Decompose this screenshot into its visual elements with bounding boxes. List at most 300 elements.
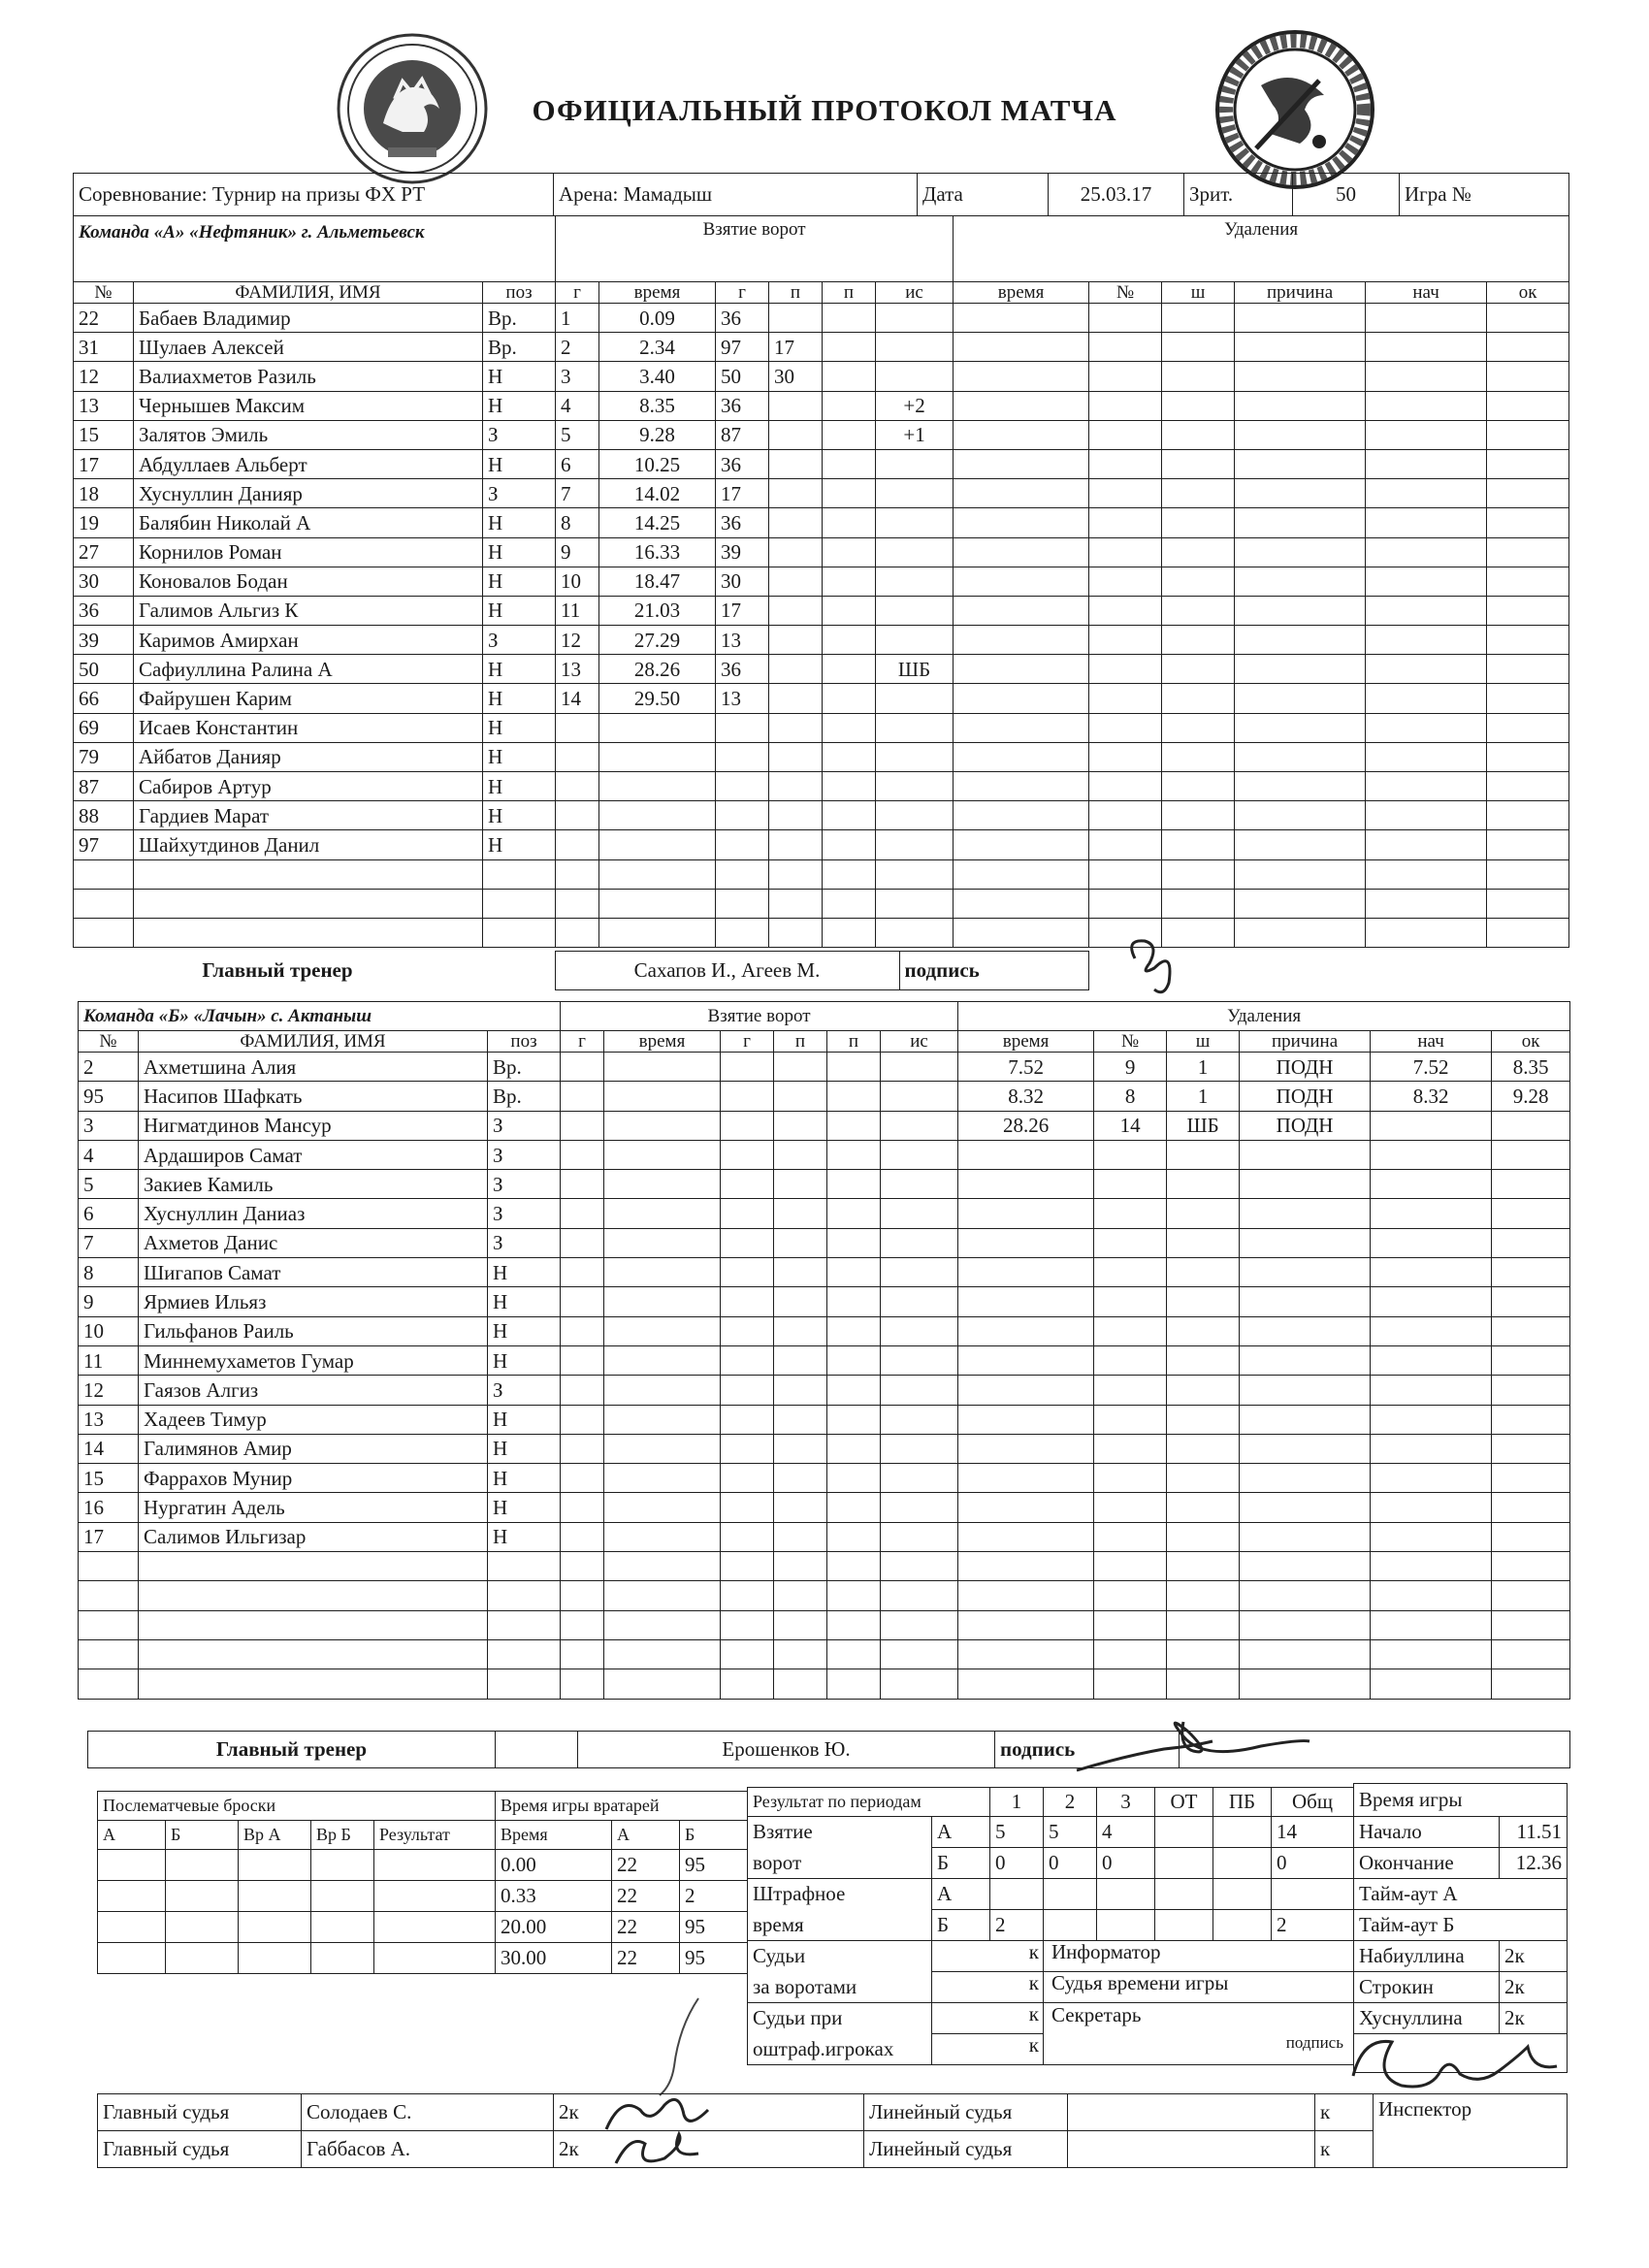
player-position bbox=[488, 1669, 561, 1699]
player-position bbox=[483, 918, 556, 947]
goal-assist-2 bbox=[823, 626, 876, 655]
player-name: Балябин Николай А bbox=[134, 508, 483, 537]
col-pen-end: ок bbox=[1492, 1031, 1570, 1053]
goalkeeper-time-title: Время игры вратарей bbox=[496, 1792, 748, 1821]
goal-assist-2 bbox=[827, 1111, 881, 1140]
goal-scorer bbox=[721, 1053, 774, 1082]
penalty-time bbox=[954, 713, 1089, 742]
player-name bbox=[139, 1552, 488, 1581]
penalty-minutes bbox=[1167, 1493, 1240, 1522]
linesman-2-k: к bbox=[1315, 2131, 1374, 2168]
player-name: Салимов Ильгизар bbox=[139, 1522, 488, 1551]
goal-situation bbox=[881, 1552, 958, 1581]
player-name: Закиев Камиль bbox=[139, 1170, 488, 1199]
linesman-1-label: Линейный судья bbox=[864, 2094, 1068, 2131]
penalty-player-number bbox=[1089, 567, 1162, 596]
penalty-time bbox=[958, 1434, 1094, 1463]
penalty-reason bbox=[1235, 362, 1366, 391]
player-name: Бабаев Владимир bbox=[134, 304, 483, 333]
player-number: 10 bbox=[79, 1316, 139, 1345]
penalty-time bbox=[954, 859, 1089, 889]
team-a-goals-title: Взятие ворот bbox=[556, 216, 954, 282]
player-name bbox=[139, 1639, 488, 1669]
goal-time bbox=[604, 1405, 721, 1434]
shootout-cell bbox=[374, 1943, 496, 1974]
player-number: 31 bbox=[74, 333, 134, 362]
goal-time bbox=[604, 1434, 721, 1463]
penalty-minutes bbox=[1167, 1316, 1240, 1345]
goal-situation bbox=[881, 1669, 958, 1699]
goal-scorer: 36 bbox=[716, 391, 769, 420]
penalty-judges-label-2: оштраф.игроках bbox=[753, 2036, 894, 2060]
player-name: Абдуллаев Альберт bbox=[134, 449, 483, 478]
penalty-time bbox=[954, 479, 1089, 508]
goal-situation bbox=[876, 684, 954, 713]
goal-assist-2 bbox=[823, 391, 876, 420]
goal-scorer bbox=[716, 772, 769, 801]
goal-scorer: 17 bbox=[716, 596, 769, 625]
team-b-row bbox=[79, 1053, 1570, 1082]
player-number: 66 bbox=[74, 684, 134, 713]
goal-time bbox=[599, 830, 716, 859]
penalty-time bbox=[958, 1376, 1094, 1405]
head-referee-1-name: Солодаев С. bbox=[302, 2094, 554, 2131]
penalty-end bbox=[1492, 1581, 1570, 1610]
penalty-end: 8.35 bbox=[1492, 1053, 1570, 1082]
player-number: 39 bbox=[74, 626, 134, 655]
pim-b-pb bbox=[1213, 1910, 1272, 1941]
pim-b-period-3 bbox=[1097, 1910, 1155, 1941]
goal-assist-2 bbox=[827, 1464, 881, 1493]
player-number: 11 bbox=[79, 1345, 139, 1375]
goal-time bbox=[604, 1345, 721, 1375]
goal-time bbox=[599, 772, 716, 801]
goal-assist-1 bbox=[774, 1111, 827, 1140]
penalty-minutes bbox=[1162, 626, 1235, 655]
penalty-player-number bbox=[1089, 508, 1162, 537]
goal-number: 14 bbox=[556, 684, 599, 713]
goal-situation bbox=[876, 801, 954, 830]
goal-assist-2 bbox=[823, 420, 876, 449]
player-name: Исаев Константин bbox=[134, 713, 483, 742]
col-pen-start: нач bbox=[1366, 282, 1487, 304]
goal-situation bbox=[881, 1493, 958, 1522]
player-position: Н bbox=[483, 362, 556, 391]
penalty-time bbox=[958, 1140, 1094, 1169]
player-position: Н bbox=[483, 508, 556, 537]
goal-number bbox=[561, 1199, 604, 1228]
penalty-end bbox=[1492, 1376, 1570, 1405]
shootout-col-header: Вр А bbox=[239, 1821, 311, 1850]
penalty-end bbox=[1492, 1258, 1570, 1287]
secretary-category: 2к bbox=[1500, 2003, 1568, 2034]
penalty-end bbox=[1487, 596, 1569, 625]
penalty-reason bbox=[1235, 508, 1366, 537]
goal-situation bbox=[876, 449, 954, 478]
player-number bbox=[79, 1581, 139, 1610]
team-b-row bbox=[79, 1316, 1570, 1345]
penalty-time bbox=[958, 1522, 1094, 1551]
penalty-reason bbox=[1240, 1434, 1371, 1463]
goal-time bbox=[604, 1199, 721, 1228]
player-number: 15 bbox=[79, 1464, 139, 1493]
goal-assist-1 bbox=[774, 1082, 827, 1111]
team-a-row bbox=[74, 655, 1569, 684]
penalty-judge-2-k: к bbox=[1028, 2033, 1039, 2057]
penalty-minutes bbox=[1167, 1610, 1240, 1639]
penalty-start bbox=[1371, 1258, 1492, 1287]
goal-time: 14.02 bbox=[599, 479, 716, 508]
col-pen-time: время bbox=[958, 1031, 1094, 1053]
player-name: Гаязов Алгиз bbox=[139, 1376, 488, 1405]
goal-assist-1 bbox=[769, 420, 823, 449]
player-number bbox=[74, 918, 134, 947]
goal-time bbox=[604, 1493, 721, 1522]
goal-number bbox=[561, 1140, 604, 1169]
timekeeper-category: 2к bbox=[1500, 1972, 1568, 2003]
penalty-start bbox=[1371, 1170, 1492, 1199]
player-position: З bbox=[488, 1199, 561, 1228]
shootout-cell bbox=[311, 1881, 374, 1912]
penalty-time bbox=[954, 830, 1089, 859]
spectators-value: 50 bbox=[1293, 174, 1400, 216]
goal-scorer bbox=[721, 1316, 774, 1345]
informator-label: Информатор bbox=[1044, 1941, 1353, 1972]
goal-situation bbox=[881, 1464, 958, 1493]
timekeeper-label: Судья времени игры bbox=[1051, 1971, 1229, 1994]
penalty-time bbox=[958, 1669, 1094, 1699]
goal-assist-1 bbox=[769, 859, 823, 889]
penalty-end bbox=[1492, 1140, 1570, 1169]
penalty-start bbox=[1371, 1405, 1492, 1434]
penalty-end bbox=[1492, 1287, 1570, 1316]
shootout-col-header: А bbox=[98, 1821, 166, 1850]
player-number bbox=[79, 1610, 139, 1639]
penalty-time bbox=[958, 1464, 1094, 1493]
periods-title: Результат по периодам bbox=[748, 1788, 990, 1817]
goal-assist-1 bbox=[769, 567, 823, 596]
penalty-end bbox=[1492, 1434, 1570, 1463]
shootout-cell bbox=[374, 1881, 496, 1912]
player-name: Ахметшина Алия bbox=[139, 1053, 488, 1082]
goal-time bbox=[604, 1522, 721, 1551]
head-referee-2-category: 2к bbox=[554, 2131, 864, 2168]
page-title: ОФИЦИАЛЬНЫЙ ПРОТОКОЛ МАТЧА bbox=[532, 93, 1117, 127]
penalty-start bbox=[1366, 889, 1487, 918]
goal-judge-1-k: к bbox=[932, 1941, 1043, 1972]
goal-scorer bbox=[716, 859, 769, 889]
team-b-row bbox=[79, 1345, 1570, 1375]
team-a-row bbox=[74, 333, 1569, 362]
pim-label-2: время bbox=[753, 1912, 804, 1936]
penalty-start bbox=[1371, 1376, 1492, 1405]
period-results-table bbox=[747, 1787, 1354, 2065]
goal-number bbox=[561, 1464, 604, 1493]
date-value: 25.03.17 bbox=[1049, 174, 1184, 216]
goals-b-period-3: 0 bbox=[1097, 1848, 1155, 1879]
referees-table bbox=[97, 2093, 1568, 2168]
penalty-time bbox=[958, 1170, 1094, 1199]
player-position bbox=[483, 889, 556, 918]
player-position: Н bbox=[488, 1287, 561, 1316]
shootout-col-header: Б bbox=[166, 1821, 239, 1850]
penalty-start bbox=[1366, 537, 1487, 567]
goal-number bbox=[556, 801, 599, 830]
player-name: Хуснуллин Даниаз bbox=[139, 1199, 488, 1228]
goal-situation bbox=[876, 742, 954, 771]
team-b-row bbox=[79, 1405, 1570, 1434]
penalty-time bbox=[958, 1345, 1094, 1375]
goal-situation: ШБ bbox=[876, 655, 954, 684]
penalty-reason bbox=[1235, 684, 1366, 713]
goal-number bbox=[556, 742, 599, 771]
goal-time bbox=[604, 1170, 721, 1199]
col-pen-time: время bbox=[954, 282, 1089, 304]
match-info-table bbox=[73, 173, 1569, 216]
pim-a-ot bbox=[1155, 1879, 1213, 1910]
penalty-minutes bbox=[1162, 801, 1235, 830]
goal-assist-1 bbox=[774, 1345, 827, 1375]
goal-time bbox=[599, 713, 716, 742]
penalty-end bbox=[1487, 567, 1569, 596]
col-no: № bbox=[74, 282, 134, 304]
goal-number bbox=[556, 830, 599, 859]
col-no: № bbox=[79, 1031, 139, 1053]
penalty-start bbox=[1366, 420, 1487, 449]
penalty-reason bbox=[1240, 1610, 1371, 1639]
goal-number bbox=[561, 1639, 604, 1669]
penalty-reason bbox=[1235, 801, 1366, 830]
game-time-table bbox=[1353, 1783, 1568, 2073]
goal-scorer bbox=[721, 1405, 774, 1434]
goal-time bbox=[604, 1140, 721, 1169]
penalty-reason bbox=[1235, 889, 1366, 918]
penalty-minutes bbox=[1167, 1434, 1240, 1463]
goal-number bbox=[561, 1287, 604, 1316]
player-name: Шулаев Алексей bbox=[134, 333, 483, 362]
end-value: 12.36 bbox=[1500, 1848, 1568, 1879]
penalty-end bbox=[1492, 1199, 1570, 1228]
team-a-row bbox=[74, 420, 1569, 449]
head-referee-1-label: Главный судья bbox=[98, 2094, 302, 2131]
goal-scorer: 17 bbox=[716, 479, 769, 508]
goal-scorer: 97 bbox=[716, 333, 769, 362]
team-a-coach-label: Главный тренер bbox=[202, 958, 353, 983]
goal-scorer bbox=[721, 1552, 774, 1581]
penalty-time bbox=[954, 918, 1089, 947]
penalty-end bbox=[1492, 1405, 1570, 1434]
penalty-player-number bbox=[1089, 859, 1162, 889]
goal-assist-2 bbox=[827, 1287, 881, 1316]
team-b-row bbox=[79, 1639, 1570, 1669]
penalty-minutes bbox=[1167, 1464, 1240, 1493]
penalty-start bbox=[1371, 1199, 1492, 1228]
penalty-player-number bbox=[1094, 1581, 1167, 1610]
player-number: 12 bbox=[74, 362, 134, 391]
goal-assist-1 bbox=[774, 1581, 827, 1610]
penalty-minutes bbox=[1162, 742, 1235, 771]
goal-time bbox=[599, 742, 716, 771]
player-position: З bbox=[488, 1228, 561, 1257]
player-number: 5 bbox=[79, 1170, 139, 1199]
gk-team-b: 2 bbox=[680, 1881, 748, 1912]
goal-situation bbox=[881, 1111, 958, 1140]
col-assist-2: п bbox=[823, 282, 876, 304]
goal-assist-2 bbox=[823, 830, 876, 859]
player-position bbox=[488, 1639, 561, 1669]
player-name: Корнилов Роман bbox=[134, 537, 483, 567]
penalty-minutes bbox=[1167, 1522, 1240, 1551]
player-name: Валиахметов Разиль bbox=[134, 362, 483, 391]
timekeeper-name: Строкин bbox=[1354, 1972, 1500, 2003]
goal-situation: +2 bbox=[876, 391, 954, 420]
penalty-start bbox=[1366, 772, 1487, 801]
goal-scorer bbox=[716, 742, 769, 771]
player-number bbox=[79, 1639, 139, 1669]
goal-number: 3 bbox=[556, 362, 599, 391]
goal-assist-1 bbox=[774, 1669, 827, 1699]
penalty-reason: ПОДН bbox=[1240, 1082, 1371, 1111]
goal-situation: +1 bbox=[876, 420, 954, 449]
penalty-minutes bbox=[1167, 1140, 1240, 1169]
player-name: Шигапов Самат bbox=[139, 1258, 488, 1287]
penalty-player-number bbox=[1089, 801, 1162, 830]
gk-team-a: 22 bbox=[612, 1912, 680, 1943]
penalty-time bbox=[954, 537, 1089, 567]
penalty-minutes bbox=[1167, 1258, 1240, 1287]
shootout-cell bbox=[166, 1943, 239, 1974]
penalty-end bbox=[1492, 1552, 1570, 1581]
goal-number bbox=[561, 1610, 604, 1639]
goal-assist-2 bbox=[823, 772, 876, 801]
goal-assist-1 bbox=[774, 1610, 827, 1639]
goal-assist-2 bbox=[827, 1316, 881, 1345]
goal-assist-1 bbox=[769, 508, 823, 537]
player-number: 22 bbox=[74, 304, 134, 333]
penalty-time bbox=[954, 333, 1089, 362]
goal-assist-2 bbox=[827, 1522, 881, 1551]
goal-number bbox=[561, 1258, 604, 1287]
penalty-start bbox=[1366, 596, 1487, 625]
penalty-player-number bbox=[1094, 1345, 1167, 1375]
penalty-time bbox=[954, 626, 1089, 655]
col-pen-min: ш bbox=[1162, 282, 1235, 304]
goal-situation bbox=[876, 362, 954, 391]
informator-category: 2к bbox=[1500, 1941, 1568, 1972]
pim-a-total bbox=[1272, 1879, 1354, 1910]
start-value: 11.51 bbox=[1500, 1817, 1568, 1848]
goal-situation bbox=[876, 537, 954, 567]
penalty-player-number bbox=[1094, 1639, 1167, 1669]
goal-time: 28.26 bbox=[599, 655, 716, 684]
penalty-reason bbox=[1240, 1493, 1371, 1522]
team-a-row bbox=[74, 801, 1569, 830]
player-number: 88 bbox=[74, 801, 134, 830]
goal-scorer: 36 bbox=[716, 449, 769, 478]
goal-scorer: 36 bbox=[716, 304, 769, 333]
player-name: Айбатов Данияр bbox=[134, 742, 483, 771]
penalty-minutes bbox=[1167, 1228, 1240, 1257]
penalty-end bbox=[1492, 1522, 1570, 1551]
penalty-start: 7.52 bbox=[1371, 1053, 1492, 1082]
goal-situation bbox=[881, 1287, 958, 1316]
goal-assist-2 bbox=[823, 479, 876, 508]
penalty-time bbox=[958, 1552, 1094, 1581]
goal-assist-2 bbox=[823, 567, 876, 596]
player-name: Коновалов Бодан bbox=[134, 567, 483, 596]
goal-assist-1 bbox=[774, 1552, 827, 1581]
goal-situation bbox=[876, 830, 954, 859]
player-name: Хуснуллин Данияр bbox=[134, 479, 483, 508]
player-number: 18 bbox=[74, 479, 134, 508]
player-name: Гильфанов Раиль bbox=[139, 1316, 488, 1345]
goal-situation bbox=[876, 859, 954, 889]
team-b-title: Команда «Б» «Лачын» с. Актаныш bbox=[79, 1002, 561, 1031]
penalty-time bbox=[954, 304, 1089, 333]
goals-a-total: 14 bbox=[1272, 1817, 1354, 1848]
shootout-cell bbox=[98, 1850, 166, 1881]
player-position: Н bbox=[483, 596, 556, 625]
player-position: Н bbox=[483, 391, 556, 420]
goal-situation bbox=[876, 596, 954, 625]
team-a-row bbox=[74, 304, 1569, 333]
goal-scorer bbox=[716, 889, 769, 918]
shootout-col-header: Результат bbox=[374, 1821, 496, 1850]
penalty-start bbox=[1366, 684, 1487, 713]
penalty-time bbox=[954, 684, 1089, 713]
goal-situation bbox=[881, 1405, 958, 1434]
goal-assist-2 bbox=[827, 1639, 881, 1669]
goals-b-period-2: 0 bbox=[1044, 1848, 1097, 1879]
goals-a-period-2: 5 bbox=[1044, 1817, 1097, 1848]
penalty-minutes bbox=[1162, 333, 1235, 362]
penalty-player-number bbox=[1094, 1610, 1167, 1639]
goals-a-ot bbox=[1155, 1817, 1213, 1848]
goal-assist-1 bbox=[769, 391, 823, 420]
penalty-start bbox=[1366, 918, 1487, 947]
goals-b-period-1: 0 bbox=[990, 1848, 1044, 1879]
goal-assist-2 bbox=[823, 918, 876, 947]
penalty-minutes: 1 bbox=[1167, 1082, 1240, 1111]
goal-scorer bbox=[721, 1170, 774, 1199]
head-referee-1-category: 2к bbox=[554, 2094, 864, 2131]
col-pos: поз bbox=[483, 282, 556, 304]
goal-assist-1 bbox=[774, 1493, 827, 1522]
pim-team-b-label: Б bbox=[932, 1910, 990, 1941]
player-position: Н bbox=[488, 1464, 561, 1493]
penalty-start bbox=[1366, 449, 1487, 478]
goal-assist-1 bbox=[769, 801, 823, 830]
player-position: З bbox=[488, 1140, 561, 1169]
team-a-row bbox=[74, 508, 1569, 537]
gk-col-time: Время bbox=[496, 1821, 612, 1850]
goal-scorer bbox=[721, 1111, 774, 1140]
penalty-player-number bbox=[1094, 1170, 1167, 1199]
penalty-time bbox=[958, 1610, 1094, 1639]
goal-assist-2 bbox=[823, 859, 876, 889]
shootout-cell bbox=[98, 1912, 166, 1943]
penalty-end bbox=[1487, 304, 1569, 333]
goal-assist-2 bbox=[827, 1140, 881, 1169]
team-b-row bbox=[79, 1287, 1570, 1316]
player-position: Н bbox=[488, 1258, 561, 1287]
player-position: Н bbox=[488, 1405, 561, 1434]
goal-number: 5 bbox=[556, 420, 599, 449]
goal-time bbox=[604, 1316, 721, 1345]
overtime-header: ОТ bbox=[1155, 1788, 1213, 1817]
goal-situation bbox=[881, 1434, 958, 1463]
goal-assist-2 bbox=[823, 508, 876, 537]
